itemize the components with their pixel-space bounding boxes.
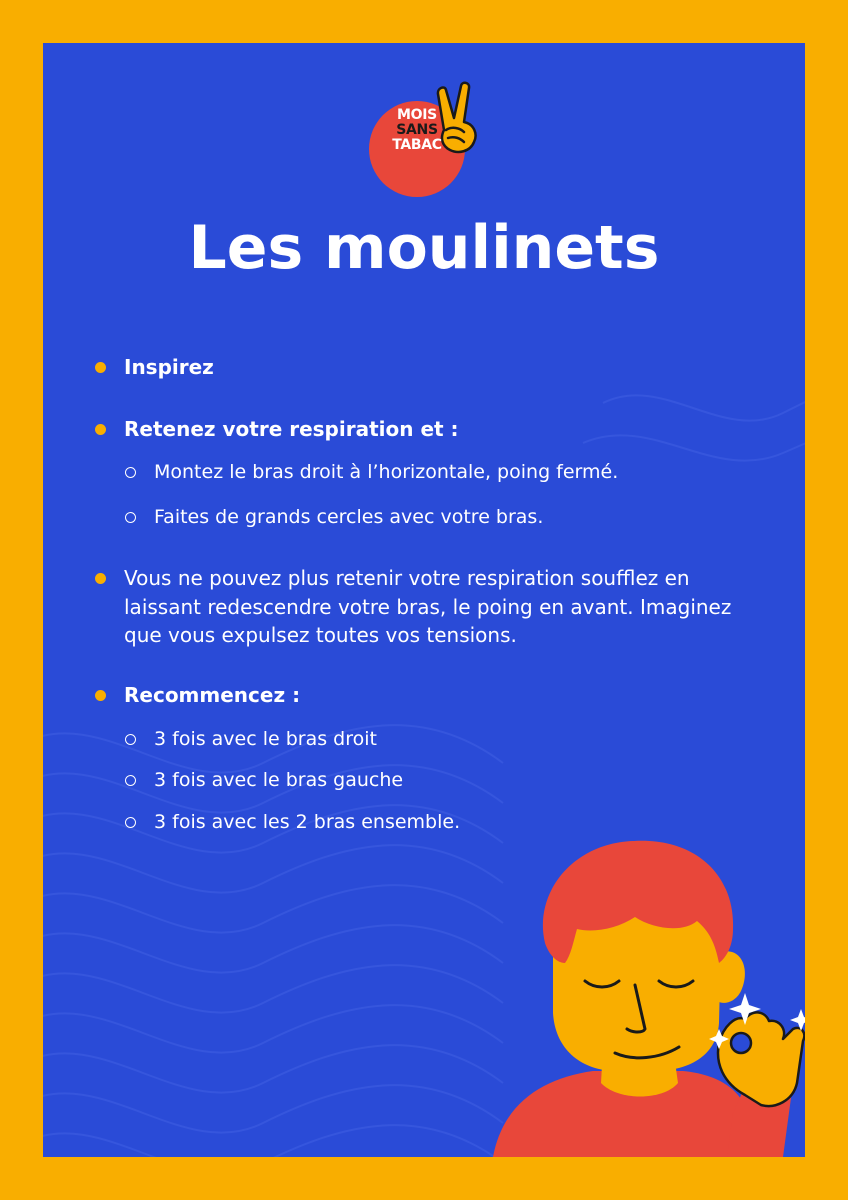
mois-sans-tabac-logo [366,80,486,198]
logo-line-3: TABAC [392,137,442,153]
substep-right-arm: 3 fois avec le bras droit [93,725,377,753]
substep-raise-arm: Montez le bras droit à l’horizontale, poing fermé. [93,458,618,486]
step-exhale: Vous ne pouvez plus retenir votre respiration soufflez en laissant redescendre votre bras, le poing en avant. Imaginez que vous expulsez toutes vos tensions. [93,564,744,650]
poster-card [43,43,805,1157]
substep-left-arm: 3 fois avec le bras gauche [93,766,403,794]
logo-line-1: MOIS [397,107,437,123]
substep-circles: Faites de grands cercles avec votre bras. [93,503,543,531]
step-repeat: Recommencez : [93,681,300,709]
substep-both-arms: 3 fois avec les 2 bras ensemble. [93,808,460,836]
step-inspire: Inspirez [93,353,214,381]
relaxed-man-ok-gesture-icon [483,833,805,1157]
page-title: Les moulinets [188,213,660,283]
step-hold-breath: Retenez votre respiration et : [93,415,459,443]
logo-line-2: SANS [396,122,438,138]
logo-text [366,108,468,153]
